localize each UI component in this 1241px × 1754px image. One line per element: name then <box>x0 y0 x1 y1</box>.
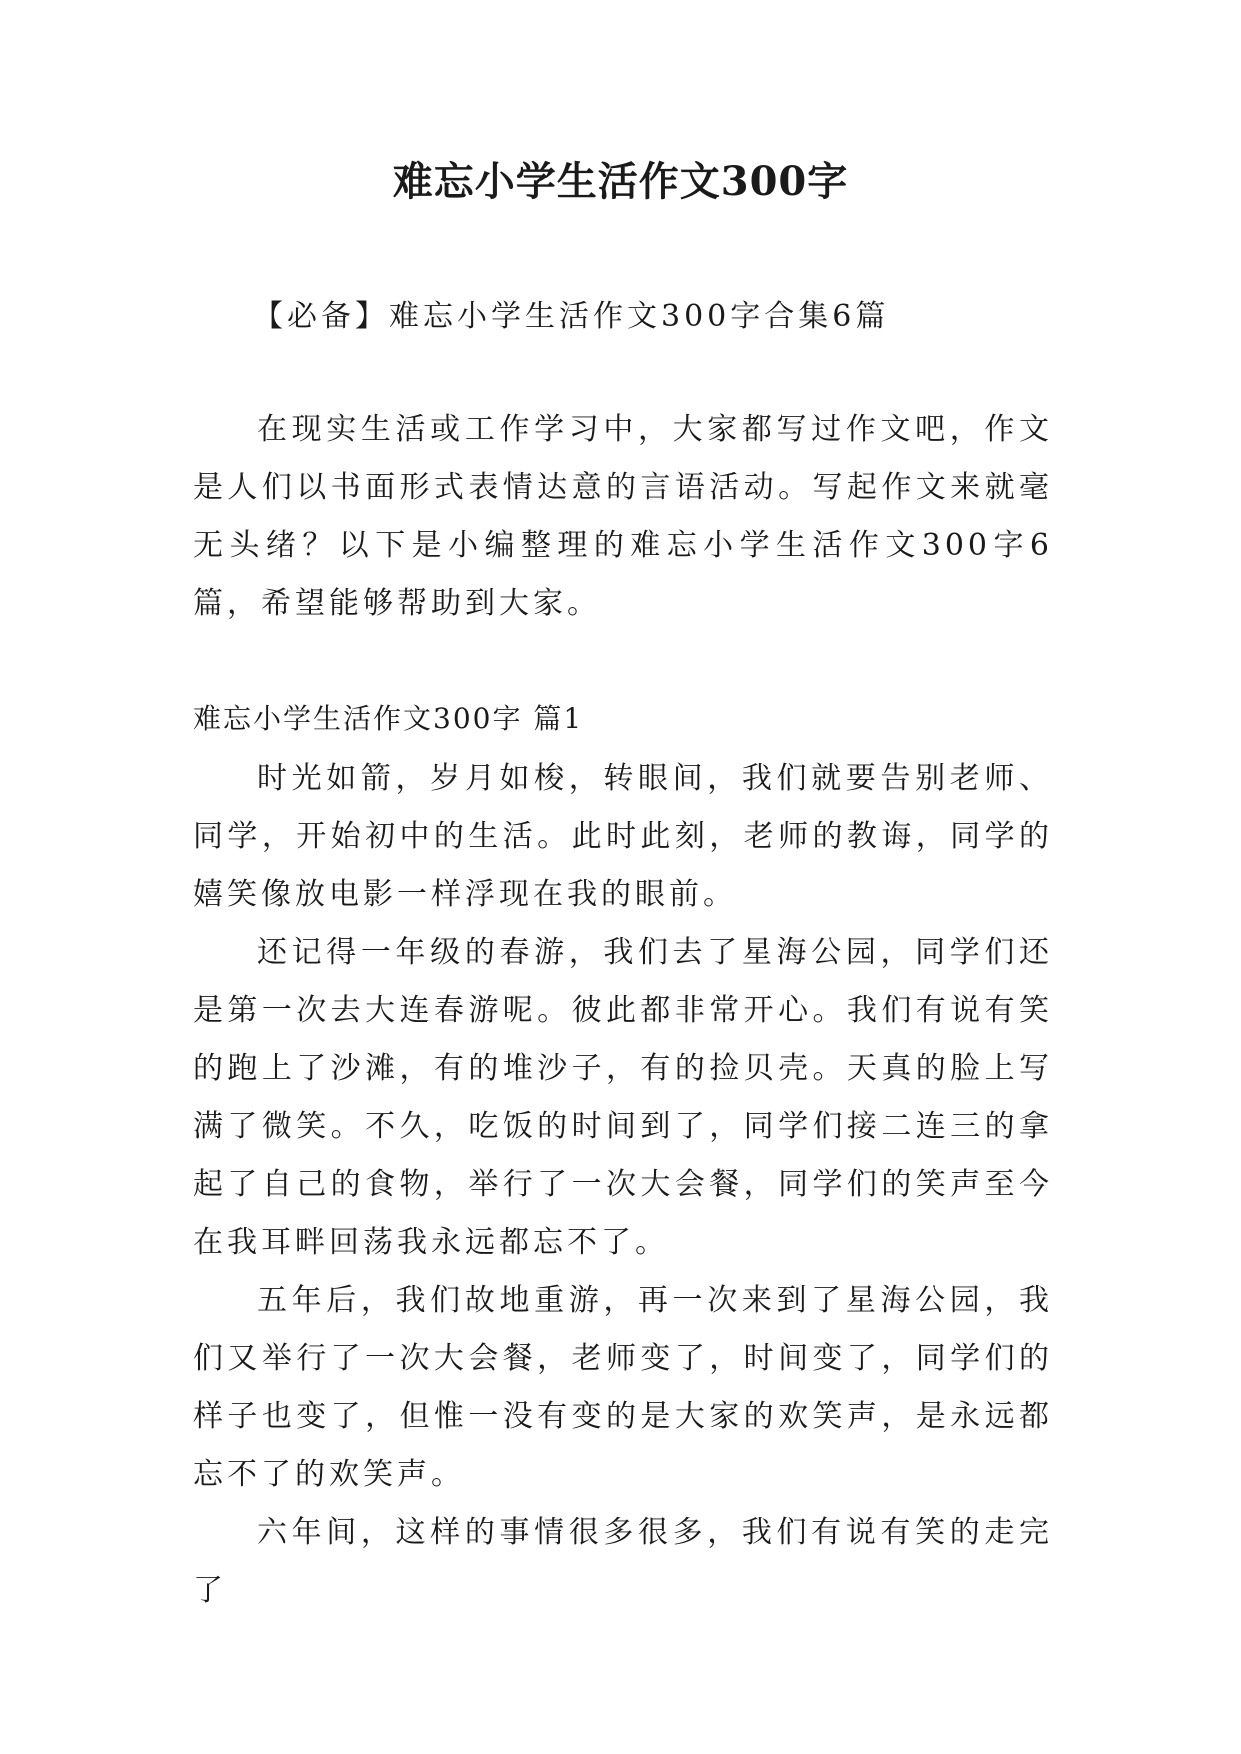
essay-paragraph: 还记得一年级的春游，我们去了星海公园，同学们还是第一次去大连春游呢。彼此都非常开心。我们有说有笑的跑上了沙滩，有的堆沙子，有的捡贝壳。天真的脸上写满了微笑。不久，吃饭的时间到了，同学们接二连三的拿起了自己的食物，举行了一次大会餐，同学们的笑声至今在我耳畔回荡我永远都忘不了。 <box>193 935 1053 1260</box>
essay-paragraph: 六年间，这样的事情很多很多，我们有说有笑的走完了 <box>193 1515 1053 1608</box>
essay-paragraph: 时光如箭，岁月如梭，转眼间，我们就要告别老师、同学，开始初中的生活。此时此刻，老师的教诲，同学的嬉笑像放电影一样浮现在我的眼前。 <box>193 761 1053 912</box>
document-subtitle: 【必备】难忘小学生活作文300字合集6篇 <box>253 299 890 334</box>
essay-paragraph: 五年后，我们故地重游，再一次来到了星海公园，我们又举行了一次大会餐，老师变了，时间变了，同学们的样子也变了，但惟一没有变的是大家的欢笑声，是永远都忘不了的欢笑声。 <box>193 1283 1053 1492</box>
document-title: 难忘小学生活作文300字 <box>392 158 849 205</box>
essay-body <box>193 750 1053 1620</box>
section-heading: 难忘小学生活作文300字 篇1 <box>193 702 584 735</box>
intro-paragraph: 在现实生活或工作学习中，大家都写过作文吧，作文是人们以书面形式表情达意的言语活动。写起作文来就毫无头绪？以下是小编整理的难忘小学生活作文300字6篇，希望能够帮助到大家。 <box>193 412 1053 621</box>
